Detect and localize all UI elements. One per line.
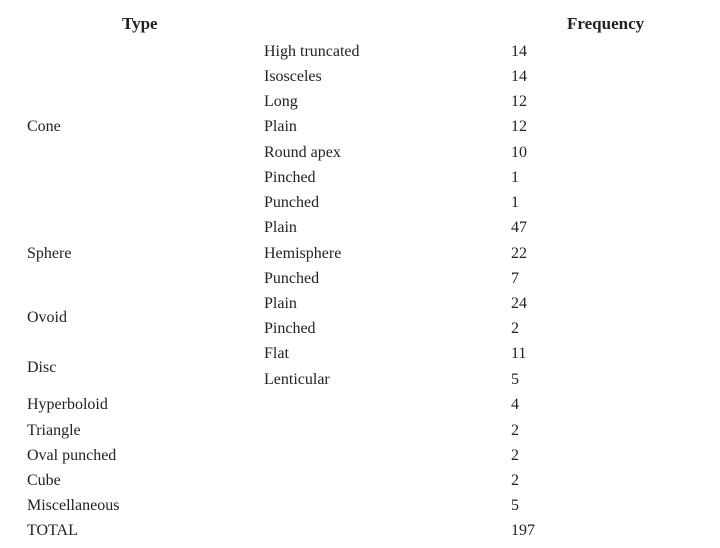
frequency-cell: 1 — [511, 194, 519, 211]
frequency-cell: 5 — [511, 497, 519, 514]
frequency-cell: 2 — [511, 320, 519, 337]
subtype-cell: Round apex — [264, 144, 341, 161]
frequency-cell: 2 — [511, 422, 519, 439]
subtype-cell: Lenticular — [264, 371, 330, 388]
subtype-cell: Isosceles — [264, 68, 322, 85]
frequency-cell: 197 — [511, 522, 535, 539]
subtype-cell: Punched — [264, 270, 320, 287]
type-cell: Ovoid — [27, 309, 67, 326]
frequency-cell: 11 — [511, 345, 527, 362]
subtype-cell: Plain — [264, 219, 297, 236]
frequency-cell: 2 — [511, 447, 519, 464]
type-cell: TOTAL — [27, 522, 78, 539]
frequency-cell: 12 — [511, 93, 527, 110]
frequency-cell: 14 — [511, 68, 527, 85]
frequency-cell: 4 — [511, 396, 519, 413]
subtype-cell: Plain — [264, 295, 297, 312]
frequency-cell: 5 — [511, 371, 519, 388]
frequency-cell: 1 — [511, 169, 519, 186]
subtype-cell: Plain — [264, 118, 297, 135]
subtype-cell: Pinched — [264, 169, 316, 186]
frequency-cell: 24 — [511, 295, 527, 312]
subtype-cell: Flat — [264, 345, 289, 362]
frequency-cell: 47 — [511, 219, 527, 236]
subtype-cell: High truncated — [264, 43, 360, 60]
type-cell: Sphere — [27, 245, 72, 262]
subtype-cell: Long — [264, 93, 298, 110]
subtype-cell: Punched — [264, 194, 320, 211]
subtype-cell: Hemisphere — [264, 245, 342, 262]
type-column-header: Type — [122, 14, 158, 33]
subtype-cell: Pinched — [264, 320, 316, 337]
frequency-cell: 22 — [511, 245, 527, 262]
frequency-cell: 10 — [511, 144, 527, 161]
type-cell: Oval punched — [27, 447, 117, 464]
type-cell: Miscellaneous — [27, 497, 120, 514]
frequency-cell: 12 — [511, 118, 527, 135]
frequency-column-header: Frequency — [567, 14, 645, 33]
frequency-cell: 7 — [511, 270, 519, 287]
type-cell: Hyperboloid — [27, 396, 108, 413]
type-cell: Cone — [27, 118, 61, 135]
type-cell: Cube — [27, 472, 61, 489]
type-cell: Triangle — [27, 422, 81, 439]
frequency-cell: 14 — [511, 43, 527, 60]
type-cell: Disc — [27, 359, 57, 376]
frequency-cell: 2 — [511, 472, 519, 489]
